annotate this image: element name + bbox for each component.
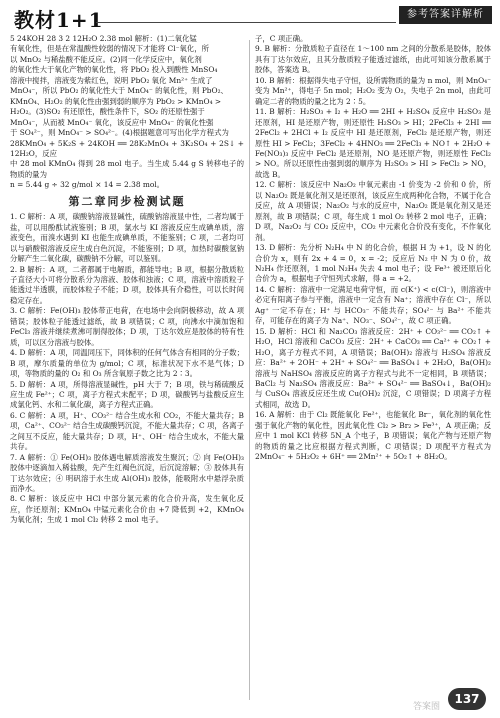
answer-item: 4. D 解析：A 项，同温同压下，同体积的任何气体含有相同的分子数；B 项，摩尔质量的单位为 g/mol；C 项，标准状况下水不是气体；D 项，等物质的量的 O₂ 和 O₃ 所含氧原子数之比为 2∶3。 <box>10 348 244 379</box>
right-column <box>255 34 491 463</box>
page-number: 137 <box>448 688 486 710</box>
left-column <box>10 34 244 526</box>
answer-item: 5. D 解析：A 项，所得溶液显碱性，pH 大于 7；B 项，铁与稀硫酸反应生成 Fe²⁺；C 项，离子方程式未配平；D 项，碳酸钙与盐酸反应生成氯化钙、水和二氧化碳，离子方程式正确。 <box>10 379 244 410</box>
text-line: 于 SO₄²⁻，则 MnO₄⁻ > SO₄²⁻。(4)根据题意可写出化学方程式为 <box>10 128 229 138</box>
text-line: 以 MnO₂ 与稀盐酸不能反应。(2)同一化学反应中，氧化剂 <box>10 54 202 64</box>
answer-item: 子，C 项正确。 <box>255 34 308 43</box>
answer-item: 9. B 解析：分散质粒子直径在 1～100 nm 之间的分散系是胶体，胶体具有丁达尔效应，且其分散质粒子能透过滤纸，由此可知该分散系属于胶体，答案选 B。 <box>255 44 491 75</box>
answer-item: 3. C 解析：Fe(OH)₃ 胶体带正电荷，在电场中会向阴极移动，故 A 项错误；胶体粒子能透过滤纸，故 B 项错误；C 项，向沸水中滴加饱和 FeCl₃ 溶液并继续煮沸可制得胶体；D 项，丁达尔效应是胶体的特有性质，可以区分溶液与胶体。 <box>10 306 244 347</box>
column-divider <box>249 40 250 700</box>
answer-key-badge: 参考答案详解析 <box>399 6 492 24</box>
answer-item: 7. A 解析：① Fe(OH)₃ 胶体遇电解质溶液发生聚沉；② 向 Fe(OH)₃ 胶体中逐滴加入稀盐酸，先产生红褐色沉淀，后沉淀溶解；③ 胶体具有丁达尔效应；④ 明矾溶于水生成 Al(OH)₃ 胶体，能吸附水中悬浮杂质而净水。 <box>10 452 244 494</box>
page-header <box>0 0 500 34</box>
continued-answer <box>10 34 244 191</box>
text-line: 有氧化性，但是在常温酸性较弱的情况下才能将 Cl⁻氧化，所 <box>10 44 210 54</box>
answer-list-left <box>10 212 244 526</box>
text-line: 28KMnO₄ + 5K₂S + 24KOH ══ 28K₂MnO₄ + 3K₂SO₄ + 2S↓ + 12H₂O，反应 <box>10 138 244 158</box>
answer-item: 2. B 解析：A 项，二者都属于电解质，都能导电；B 项，根据分散质粒子直径大小可将分散系分为溶液、胶体和浊液；C 项，溶液中溶质粒子能透过半透膜，而胶体粒子不能；D 项，胶体具有介稳性，可以长时间稳定存在。 <box>10 264 244 305</box>
text-line: MnO₄⁻，所以 PbO₂ 的氧化性大于 MnO₄⁻ 的氧化性，则 PbO₂、 <box>10 86 228 96</box>
header-rule <box>96 22 396 23</box>
text-line: MnO₄⁻，从而被 MnO₄⁻ 氧化，该反应中 MnO₄⁻ 的氧化性强 <box>10 117 214 127</box>
answer-item: 12. C 解析：该反应中 Na₂O₂ 中氧元素由 -1 价变为 -2 价和 0 价，所以 Na₂O₂ 既是氧化剂又是还原剂，该反应生成两种化合物，不属于化合反应，故 A 项错误；Na₂O₂ 与水的反应中，Na₂O₂ 既是氧化剂又是还原剂，故 B 项错误；C 项，每生成 1 mol O₂ 转移 2 mol 电子，正确；D 项，Na₂O₂ 与 CO₂ 反应中，CO₂ 中元素化合价没有变化，不作氧化剂。 <box>255 180 491 242</box>
text-line: n = 5.44 g ÷ 32 g/mol × 14 = 2.38 mol。 <box>10 180 165 190</box>
text-line: 5 24KOH 28 3 2 12H₂O 2.38 mol 解析：(1)二氧化锰 <box>10 34 197 43</box>
section-title: 第二章同步检测试题 <box>68 194 186 208</box>
text-line: 中 28 mol KMnO₄ 得到 28 mol 电子。当生成 5.44 g S 转移电子的物质的量为 <box>10 159 244 179</box>
answer-item: 16. A 解析：由于 Cl₂ 既能氧化 Fe²⁺，也能氧化 Br⁻，氧化剂的氧化性强于氧化产物的氧化性，因此氧化性 Cl₂ > Br₂ > Fe³⁺，A 项正确；反应中 1 mol KCl 转移 5N_A 个电子，B 项错误；氧化产物与还原产物的物质的量之比应根据方程式判断，C 项错误；D 项配平方程式为 2MnO₄⁻ + 5H₂O₂ + 6H⁺ ══ 2Mn²⁺ + 5O₂↑ + 8H₂O。 <box>255 410 491 462</box>
text-line: KMnO₄、H₂O₂ 的氧化性由强到弱的顺序为 PbO₂ > KMnO₄ > <box>10 96 222 106</box>
answer-item: 11. B 解析：H₂SO₃ + I₂ + H₂O ══ 2HI + H₂SO₄ 反应中 H₂SO₃ 是还原剂，HI 是还原产物，则还原性 H₂SO₃ > HI；2FeCl₃ + 2HI ══ 2FeCl₂ + 2HCl + I₂ 反应中 HI 是还原剂，FeCl₂ 是还原产物，则还原性 HI > FeCl₂；3FeCl₂ + 4HNO₃ ══ 2FeCl₃ + NO↑ + 2H₂O + Fe(NO₃)₃ 反应中 FeCl₂ 是还原剂，NO 是还原产物，则还原性 FeCl₂ > NO。所以还原性由强到弱的顺序为 H₂SO₃ > HI > FeCl₂ > NO，故选 B。 <box>255 107 491 179</box>
answer-item: 14. C 解析：溶液中一定满足电荷守恒，而 c(K⁺) < c(Cl⁻)，则溶液中必定有阳离子参与平衡，溶液中一定含有 Na⁺；溶液中存在 Cl⁻，所以 Ag⁺ 一定不存在；H⁺ 与 HCO₃⁻ 不能共存；SO₄²⁻ 与 Ba²⁺ 不能共存，可能存在的离子为 Na⁺、NO₃⁻、SO₄²⁻，故 C 项正确。 <box>255 284 491 326</box>
answer-item: 15. D 解析：HCl 和 Na₂CO₃ 溶液反应：2H⁺ + CO₃²⁻ ══ CO₂↑ + H₂O，HCl 溶液和 CaCO₃ 反应：2H⁺ + CaCO₃ ══ Ca²⁺ + CO₂↑ + H₂O，离子方程式不同，A 项错误；Ba(OH)₂ 溶液与 H₂SO₄ 溶液反应：Ba²⁺ + 2OH⁻ + 2H⁺ + SO₄²⁻ ══ BaSO₄↓ + 2H₂O，Ba(OH)₂ 溶液与 NaHSO₄ 溶液反应的离子方程式与此不一定相同，B 项错误；BaCl₂ 与 Na₂SO₄ 溶液反应：Ba²⁺ + SO₄²⁻ ══ BaSO₄↓，Ba(OH)₂ 与 CuSO₄ 溶液反应还生成 Cu(OH)₂ 沉淀，C 项错误；D 项离子方程式相同，故选 D。 <box>255 326 491 409</box>
answer-item: 6. C 解析：A 项，H⁺、CO₃²⁻ 结合生成水和 CO₂，不能大量共存；B 项，Ca²⁺、CO₃²⁻ 结合生成碳酸钙沉淀，不能大量共存；C 项，各离子之间互不反应，能大量共存；D 项，H⁺、OH⁻ 结合生成水，不能大量共存。 <box>10 410 244 452</box>
answer-item: 10. B 解析：根据得失电子守恒，设所需物质的量为 n mol，则 MnO₄⁻ 变为 Mn²⁺，得电子 5n mol；H₂O₂ 变为 O₂，失电子 2n mol，由此可确定二者的物质的量之比为 2∶5。 <box>255 75 491 106</box>
brand-logo: 教材1+1 <box>14 8 104 32</box>
answer-item: 13. D 解析：先分析 N₂H₄ 中 N 的化合价，根据 H 为 +1，设 N 的化合价为 x，则有 2x + 4 = 0，x = -2；反应后 N₂ 中 N 为 0 价，故 N₂H₄ 作还原剂，1 mol N₂H₄ 失去 4 mol 电子；设 Fe³⁺ 被还原后化合价为 a，根据电子守恒列式求解，得 a = +2。 <box>255 243 491 284</box>
text-line: 的氧化性大于氧化产物的氧化性，将 PbO₂ 投入到酸性 MnSO₄ <box>10 65 218 75</box>
answer-item: 8. C 解析：该反应中 HCl 中部分氯元素的化合价升高，发生氧化反应，作还原剂；KMnO₄ 中锰元素化合价由 +7 降低到 +2，KMnO₄ 为氧化剂；生成 1 mol Cl₂ 转移 2 mol 电子。 <box>10 494 244 525</box>
answer-item: 1. C 解析：A 项，碳酸钠溶液显碱性，硫酸钠溶液显中性，二者均属于盐，可以用酚酞试液鉴别；B 项，氯水与 KI 溶液反应生成碘单质，溶液变色，而溴水遇到 KI 也能生成碘单质，不能鉴别；C 项，二者均可以与硝酸银溶液反应生成白色沉淀，不能鉴别；D 项，加热时碳酸氢钠分解产生二氧化碳，碳酸钠不分解，可以鉴别。 <box>10 212 244 264</box>
text-line: H₂O₂。(3)SO₂ 有还原性，酸性条件下，SO₂ 的还原性强于 <box>10 107 205 117</box>
answer-list-right <box>255 34 491 463</box>
watermark-text: 答案圈 <box>412 702 440 712</box>
text-line: 溶液中搅拌，溶液变为紫红色，说明 PbO₂ 氧化 Mn²⁺ 生成了 <box>10 75 213 85</box>
